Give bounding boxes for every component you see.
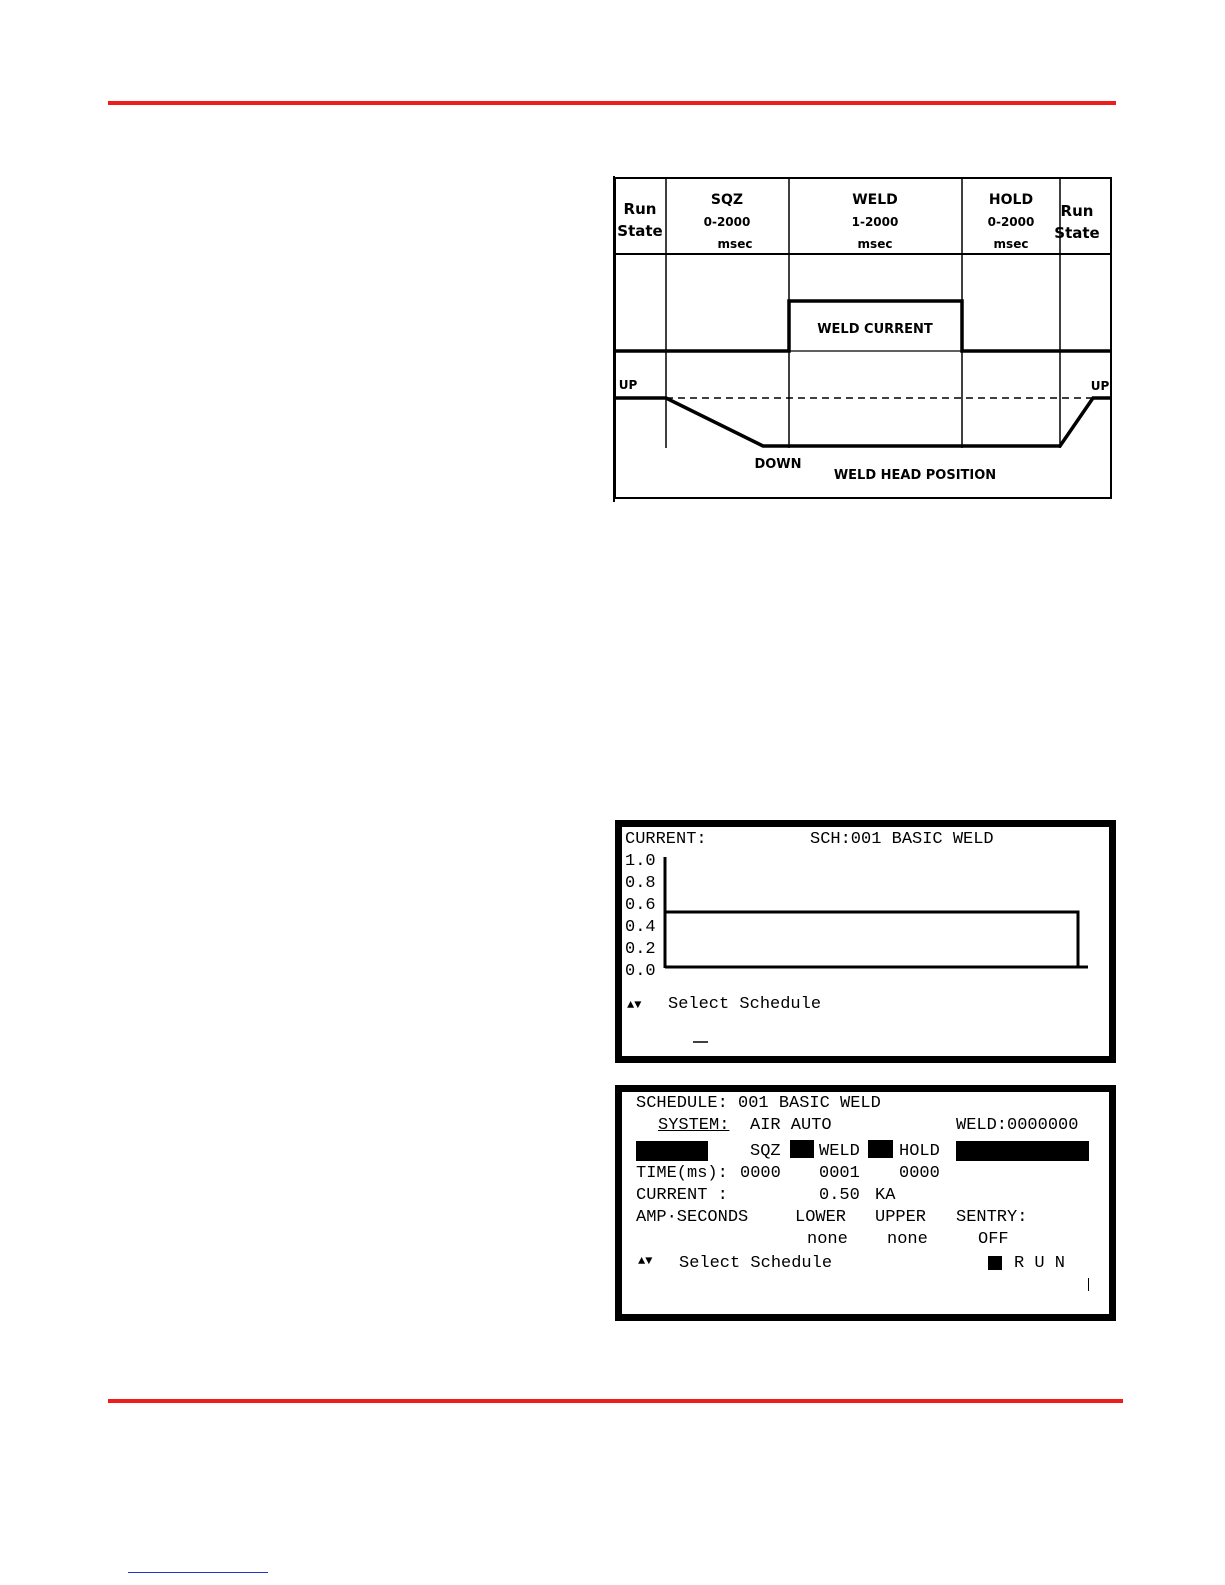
current-series-line <box>665 912 1078 967</box>
down-label: DOWN <box>754 457 802 472</box>
hold-header: HOLD <box>988 192 1034 208</box>
time-hold-value: 0000 <box>899 1164 940 1183</box>
y-tick-label: 0.2 <box>625 940 656 959</box>
footer-link-underline[interactable] <box>128 1572 268 1573</box>
current-unit: KA <box>875 1186 896 1205</box>
amp-seconds-label: AMP·SECONDS <box>636 1208 749 1227</box>
sqz-unit: msec <box>717 237 753 251</box>
sqz-range: 0-2000 <box>703 215 751 229</box>
hold-label: HOLD <box>899 1142 940 1161</box>
current-graph-screen <box>615 820 1116 1063</box>
up-down-arrows-icon[interactable]: ▲▼ <box>627 998 642 1012</box>
sqz-header: SQZ <box>710 192 744 208</box>
weld-unit: msec <box>857 237 893 251</box>
select-schedule-hint: Select Schedule <box>668 995 822 1014</box>
up-right-label: UP <box>1090 379 1110 393</box>
hold-range: 0-2000 <box>987 215 1035 229</box>
upper-label: UPPER <box>875 1208 927 1227</box>
weld-range: 1-2000 <box>851 215 899 229</box>
run-indicator <box>988 1256 1002 1270</box>
sqz-label: SQZ <box>750 1142 781 1161</box>
current-title: CURRENT: <box>625 830 707 849</box>
sentry-value: OFF <box>978 1230 1009 1249</box>
schedule-screen <box>615 1085 1116 1321</box>
y-tick-label: 0.0 <box>625 962 656 981</box>
run-state-left-sub: State <box>617 222 663 240</box>
weld-block <box>868 1140 893 1158</box>
run-state-right-label: Run <box>1060 202 1094 220</box>
footer-rule <box>108 1399 1123 1403</box>
up-left-label: UP <box>618 378 638 392</box>
weld-counter: WELD:0000000 <box>956 1116 1079 1135</box>
y-tick-label: 0.6 <box>625 896 656 915</box>
schedule-name: SCH:001 BASIC WELD <box>810 830 994 849</box>
current-label: CURRENT : <box>636 1186 728 1205</box>
up-down-arrows-icon[interactable]: ▲▼ <box>638 1254 653 1268</box>
time-label: TIME(ms): <box>636 1164 728 1183</box>
current-value: 0.50 <box>819 1186 860 1205</box>
timeline-bar-right <box>956 1141 1089 1161</box>
header-rule <box>108 101 1116 105</box>
y-tick-label: 0.8 <box>625 874 656 893</box>
weld-current-label: WELD CURRENT <box>817 322 933 337</box>
run-state-left-label: Run <box>623 200 657 218</box>
y-tick-label: 1.0 <box>625 852 656 871</box>
hold-unit: msec <box>993 237 1029 251</box>
weld-head-position-trace <box>615 398 1111 446</box>
run-label: R U N <box>1014 1254 1066 1273</box>
weld-label: WELD <box>819 1142 860 1161</box>
weld-head-position-label: WELD HEAD POSITION <box>833 468 997 483</box>
lower-value: none <box>807 1230 848 1249</box>
system-label: SYSTEM: <box>658 1116 730 1135</box>
time-weld-value: 0001 <box>819 1164 860 1183</box>
system-value: AIR AUTO <box>750 1116 832 1135</box>
timeline-bar-left <box>636 1141 708 1161</box>
lower-label: LOWER <box>795 1208 847 1227</box>
select-schedule-hint: Select Schedule <box>679 1254 833 1273</box>
weld-header: WELD <box>852 192 898 208</box>
schedule-line: SCHEDULE: 001 BASIC WELD <box>636 1094 881 1113</box>
run-state-right-sub: State <box>1054 224 1100 242</box>
weld-timing-diagram <box>613 176 1115 502</box>
sentry-label: SENTRY: <box>956 1208 1028 1227</box>
sqz-block <box>790 1140 814 1158</box>
time-sqz-value: 0000 <box>740 1164 781 1183</box>
y-tick-label: 0.4 <box>625 918 656 937</box>
upper-value: none <box>887 1230 928 1249</box>
text-cursor <box>1088 1278 1089 1291</box>
